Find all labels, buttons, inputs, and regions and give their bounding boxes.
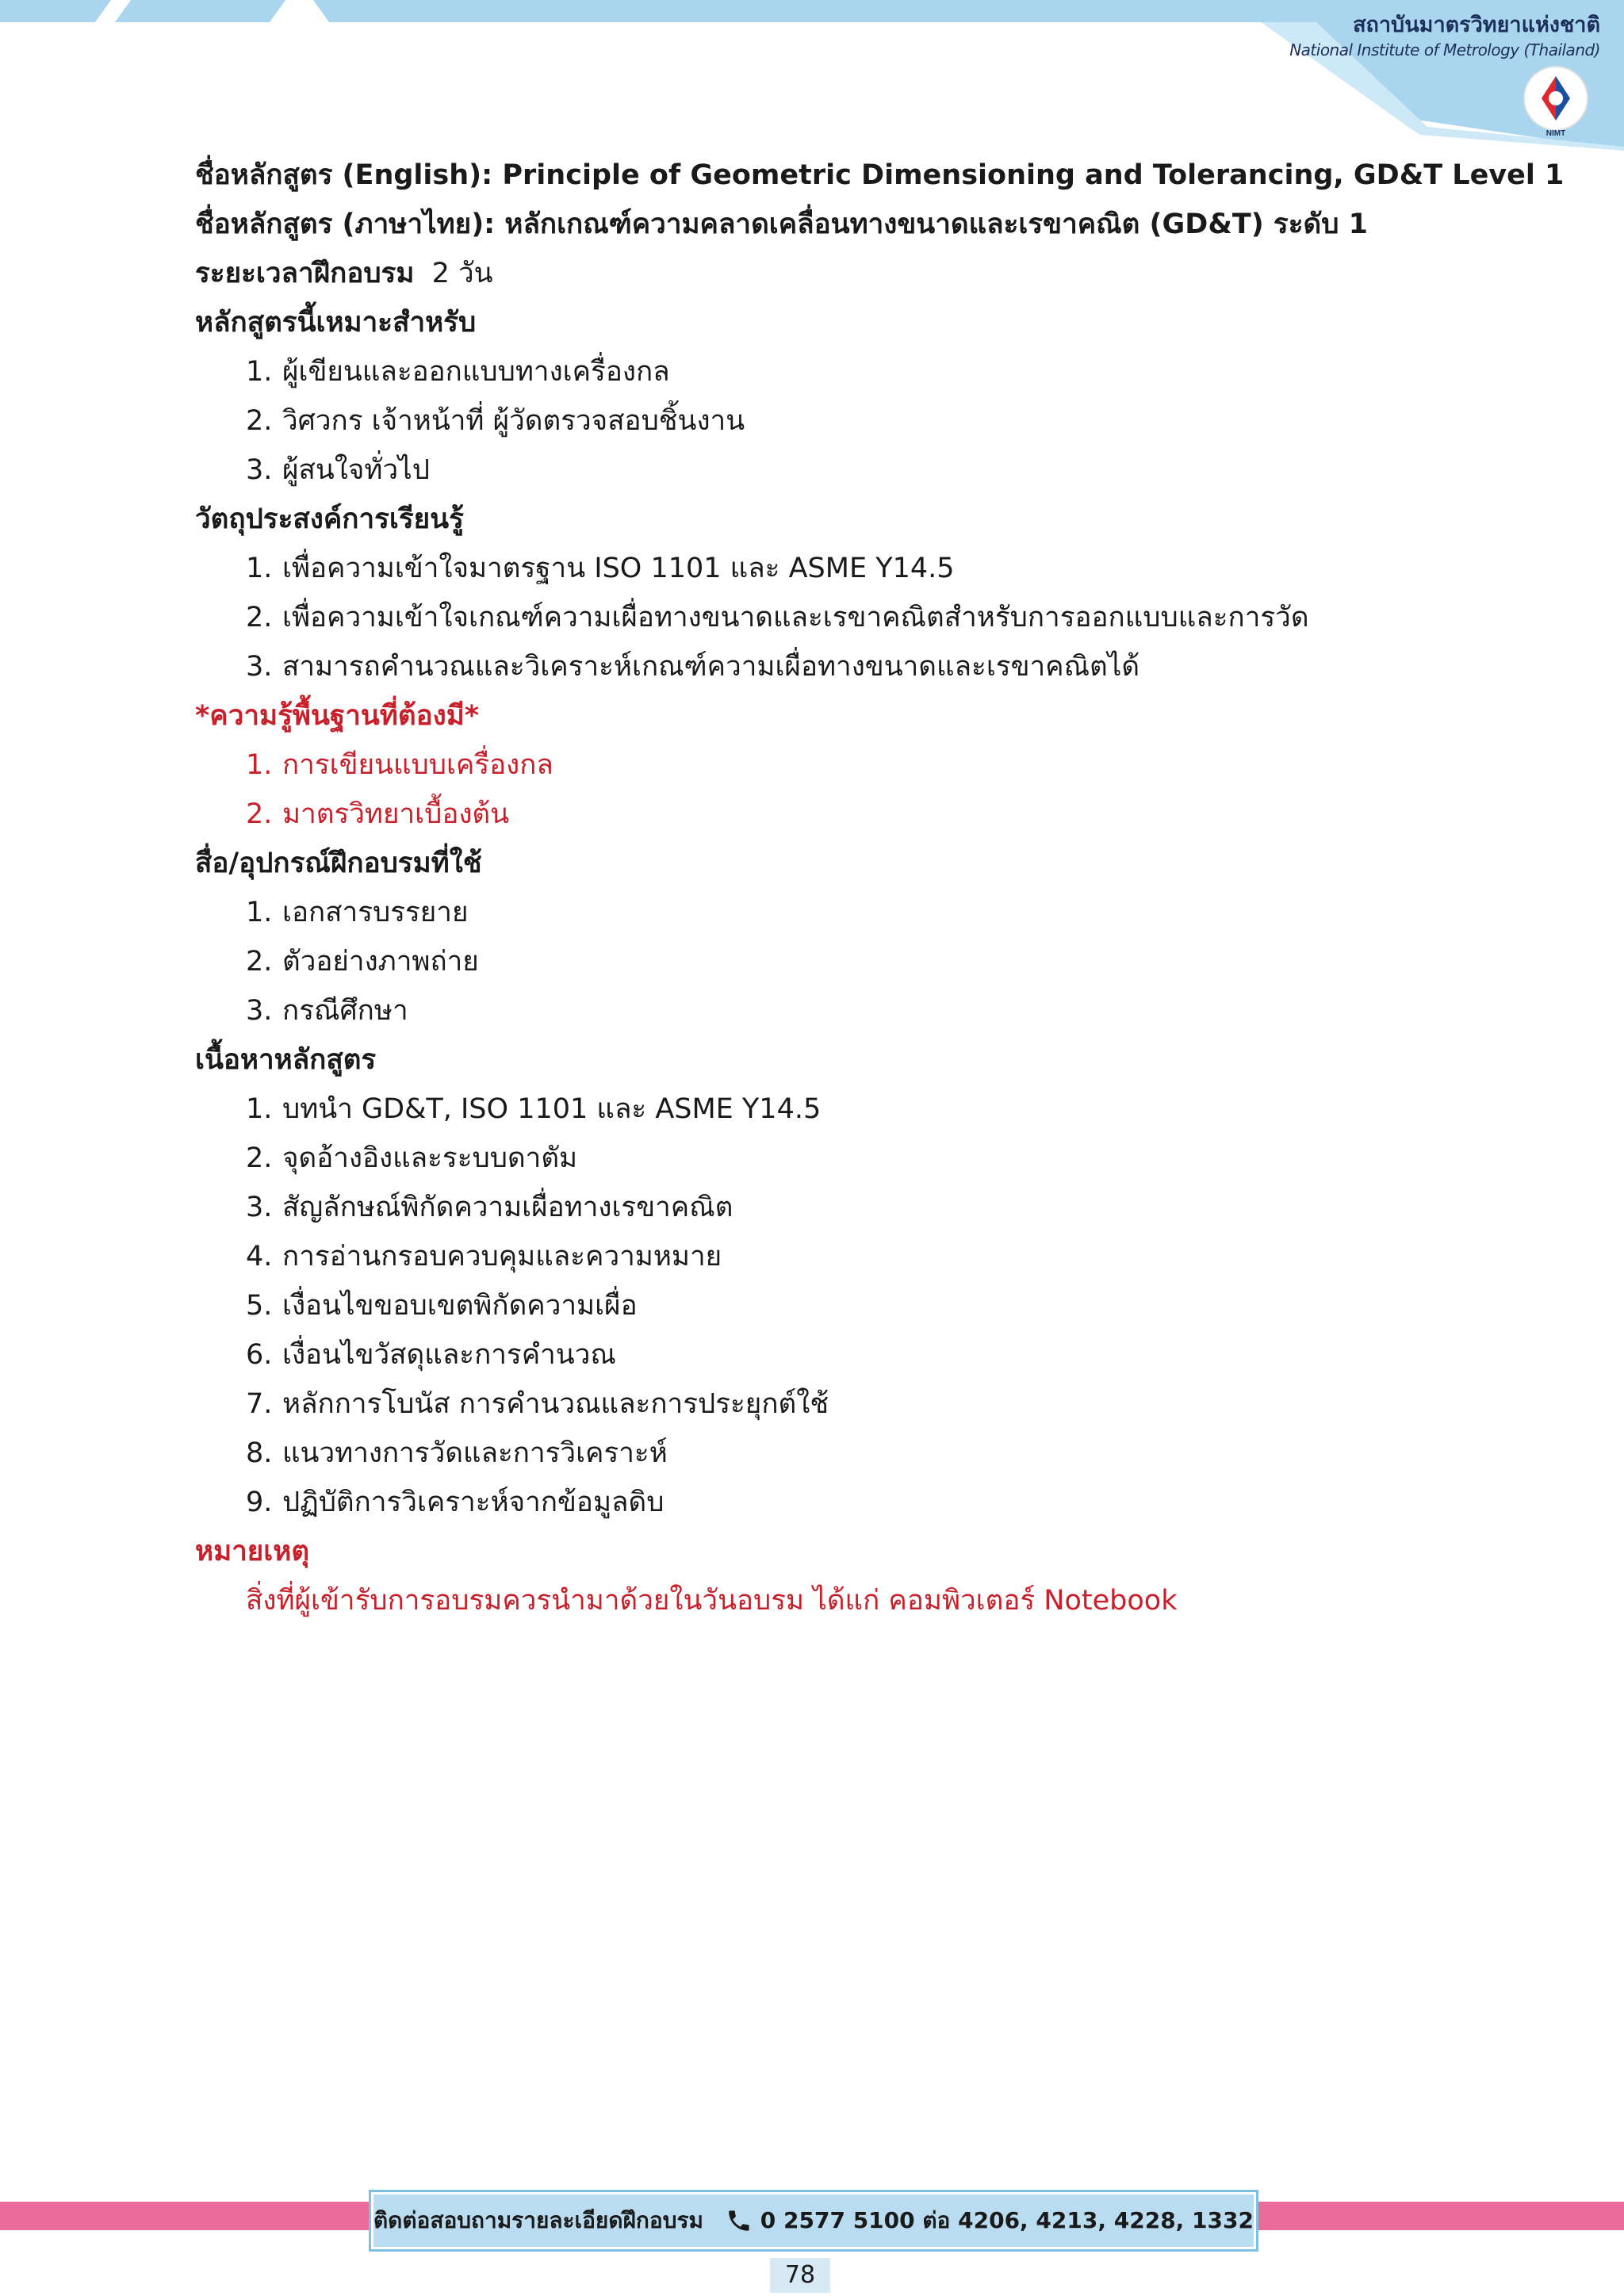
- list-item: 6. เงื่อนไขวัสดุและการคำนวณ: [246, 1339, 616, 1371]
- course-name-en-label: ชื่อหลักสูตร (English):: [195, 159, 493, 191]
- audience-heading: หลักสูตรนี้เหมาะสำหรับ: [195, 307, 477, 339]
- list-item: 1. เพื่อความเข้าใจมาตรฐาน ISO 1101 และ ASME Y14.5: [246, 553, 955, 584]
- contact-banner: [371, 2192, 1256, 2249]
- contact-phone: 0 2577 5100 ต่อ 4206, 4213, 4228, 1332: [760, 2207, 1254, 2233]
- list-item: 3. ผู้สนใจทั่วไป: [246, 454, 430, 486]
- list-item: 3. สามารถคำนวณและวิเคราะห์เกณฑ์ความเผื่อทางขนาดและเรขาคณิตได้: [246, 651, 1140, 683]
- page-number: 78: [770, 2258, 830, 2293]
- list-item: 2. ตัวอย่างภาพถ่าย: [246, 946, 479, 978]
- course-details: [195, 151, 1565, 1625]
- list-item: 2. เพื่อความเข้าใจเกณฑ์ความเผื่อทางขนาดและเรขาคณิตสำหรับการออกแบบและการวัด: [246, 602, 1309, 633]
- logo-text: NIMT: [1545, 129, 1566, 138]
- duration-label: ระยะเวลาฝึกอบรม: [195, 258, 415, 289]
- duration-value: 2 วัน: [431, 258, 493, 289]
- list-item: 9. ปฏิบัติการวิเคราะห์จากข้อมูลดิบ: [246, 1487, 665, 1518]
- list-item: 4. การอ่านกรอบควบคุมและความหมาย: [246, 1241, 722, 1272]
- note-heading: หมายเหตุ: [195, 1536, 310, 1567]
- phone-icon: [726, 2206, 753, 2235]
- organization-name: [1251, 11, 1600, 60]
- duration-row: [195, 249, 1543, 298]
- org-name-en: National Institute of Metrology (Thailand): [1289, 40, 1600, 59]
- org-name-th: สถาบันมาตรวิทยาแห่งชาติ: [1353, 13, 1600, 37]
- list-item: 1. การเขียนแบบเครื่องกล: [246, 749, 553, 781]
- list-item: 3. กรณีศึกษา: [246, 995, 408, 1027]
- course-name-en: Principle of Geometric Dimensioning and Tolerancing, GD&T Level 1: [502, 159, 1565, 191]
- list-item: 3. สัญลักษณ์พิกัดความเผื่อทางเรขาคณิต: [246, 1192, 733, 1223]
- objectives-heading: วัตถุประสงค์การเรียนรู้: [195, 503, 464, 535]
- list-item: 5. เงื่อนไขขอบเขตพิกัดความเผื่อ: [246, 1290, 638, 1322]
- materials-heading: สื่อ/อุปกรณ์ฝึกอบรมที่ใช้: [195, 848, 482, 879]
- list-item: 2. วิศวกร เจ้าหน้าที่ ผู้วัดตรวจสอบชิ้นงาน: [246, 405, 745, 437]
- list-item: 1. บทนำ GD&T, ISO 1101 และ ASME Y14.5: [246, 1093, 822, 1125]
- list-item: 1. ผู้เขียนและออกแบบทางเครื่องกล: [246, 356, 670, 388]
- list-item: 7. หลักการโบนัส การคำนวณและการประยุกต์ใช้: [246, 1388, 829, 1420]
- list-item: 2. มาตรวิทยาเบื้องต้น: [246, 798, 510, 830]
- list-item: 2. จุดอ้างอิงและระบบดาตัม: [246, 1142, 578, 1174]
- list-item: 8. แนวทางการวัดและการวิเคราะห์: [246, 1437, 668, 1469]
- course-name-en-row: [195, 151, 1565, 200]
- course-name-th-row: [195, 200, 1543, 249]
- note-text: สิ่งที่ผู้เข้ารับการอบรมควรนำมาด้วยในวันอบรม ได้แก่ คอมพิวเตอร์ Notebook: [246, 1585, 1178, 1617]
- course-name-th-label: ชื่อหลักสูตร (ภาษาไทย):: [195, 209, 496, 240]
- list-item: 1. เอกสารบรรยาย: [246, 897, 469, 928]
- contents-heading: เนื้อหาหลักสูตร: [195, 1044, 377, 1076]
- contact-label: ติดต่อสอบถามรายละเอียดฝึกอบรม: [373, 2207, 703, 2233]
- course-name-th: หลักเกณฑ์ความคลาดเคลื่อนทางขนาดและเรขาคณิต (GD&T) ระดับ 1: [504, 209, 1368, 240]
- prerequisites-heading: *ความรู้พื้นฐานที่ต้องมี*: [195, 700, 480, 732]
- nimt-logo-icon: [1518, 62, 1594, 138]
